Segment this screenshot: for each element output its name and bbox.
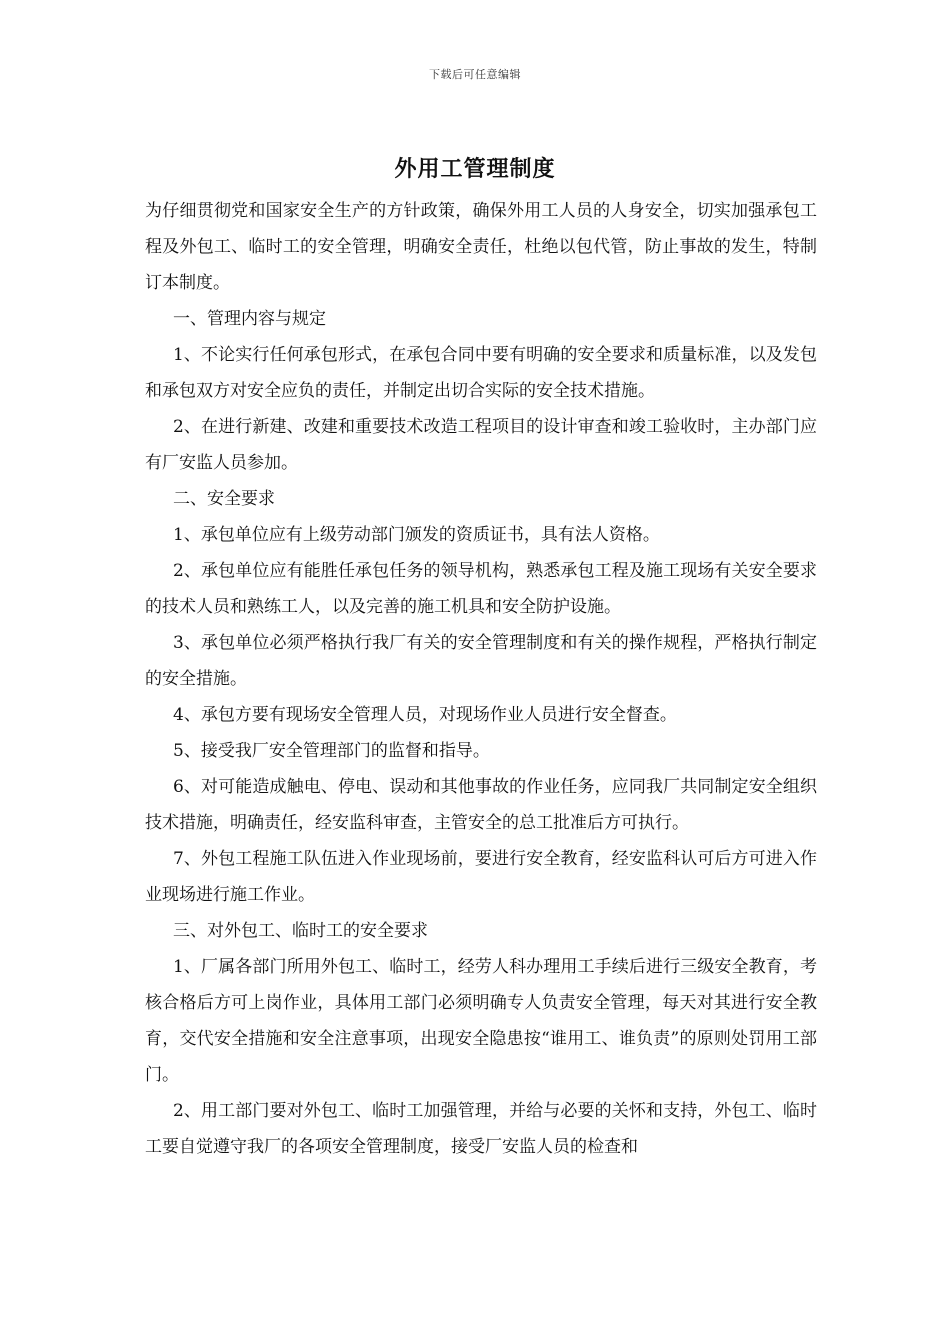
paragraph-2-7: 7、外包工程施工队伍进入作业现场前，要进行安全教育，经安监科认可后方可进入作业现场进行施工作业。 [145,849,817,905]
paragraph-2-2: 2、承包单位应有能胜任承包任务的领导机构，熟悉承包工程及施工现场有关安全要求的技术人员和熟练工人，以及完善的施工机具和安全防护设施。 [145,561,817,617]
paragraph-2-4: 4、承包方要有现场安全管理人员，对现场作业人员进行安全督查。 [173,705,677,725]
document-title: 外用工管理制度 [394,156,556,182]
paragraph-2-6: 6、对可能造成触电、停电、误动和其他事故的作业任务，应同我厂共同制定安全组织技术措施，明确责任，经安监科审查，主管安全的总工批准后方可执行。 [145,777,817,833]
paragraph-2-1: 1、承包单位应有上级劳动部门颁发的资质证书，具有法人资格。 [173,525,660,545]
paragraph-3-2: 2、用工部门要对外包工、临时工加强管理，并给与必要的关怀和支持，外包工、临时工要自觉遵守我厂的各项安全管理制度，接受厂安监人员的检查和 [145,1101,817,1157]
document-body [145,193,817,1165]
section-heading-3: 三、对外包工、临时工的安全要求 [173,921,428,941]
paragraph-1-1: 1、不论实行任何承包形式，在承包合同中要有明确的安全要求和质量标准，以及发包和承包双方对安全应负的责任，并制定出切合实际的安全技术措施。 [145,345,817,401]
paragraph-2-5: 5、接受我厂安全管理部门的监督和指导。 [173,741,490,761]
paragraph-3-1: 1、厂属各部门所用外包工、临时工，经劳人科办理用工手续后进行三级安全教育，考核合格后方可上岗作业，具体用工部门必须明确专人负责安全管理，每天对其进行安全教育，交代安全措施和安全注意事项，出现安全隐患按“谁用工、谁负责”的原则处罚用工部门。 [145,957,817,1085]
section-heading-2: 二、安全要求 [173,489,275,509]
paragraph-2-3: 3、承包单位必须严格执行我厂有关的安全管理制度和有关的操作规程，严格执行制定的安全措施。 [145,633,817,689]
section-heading-1: 一、管理内容与规定 [173,309,326,329]
paragraph-1-2: 2、在进行新建、改建和重要技术改造工程项目的设计审查和竣工验收时，主办部门应有厂安监人员参加。 [145,417,817,473]
header-note: 下载后可任意编辑 [429,68,521,81]
paragraph-intro: 为仔细贯彻党和国家安全生产的方针政策，确保外用工人员的人身安全，切实加强承包工程及外包工、临时工的安全管理，明确安全责任，杜绝以包代管，防止事故的发生，特制订本制度。 [145,201,817,293]
